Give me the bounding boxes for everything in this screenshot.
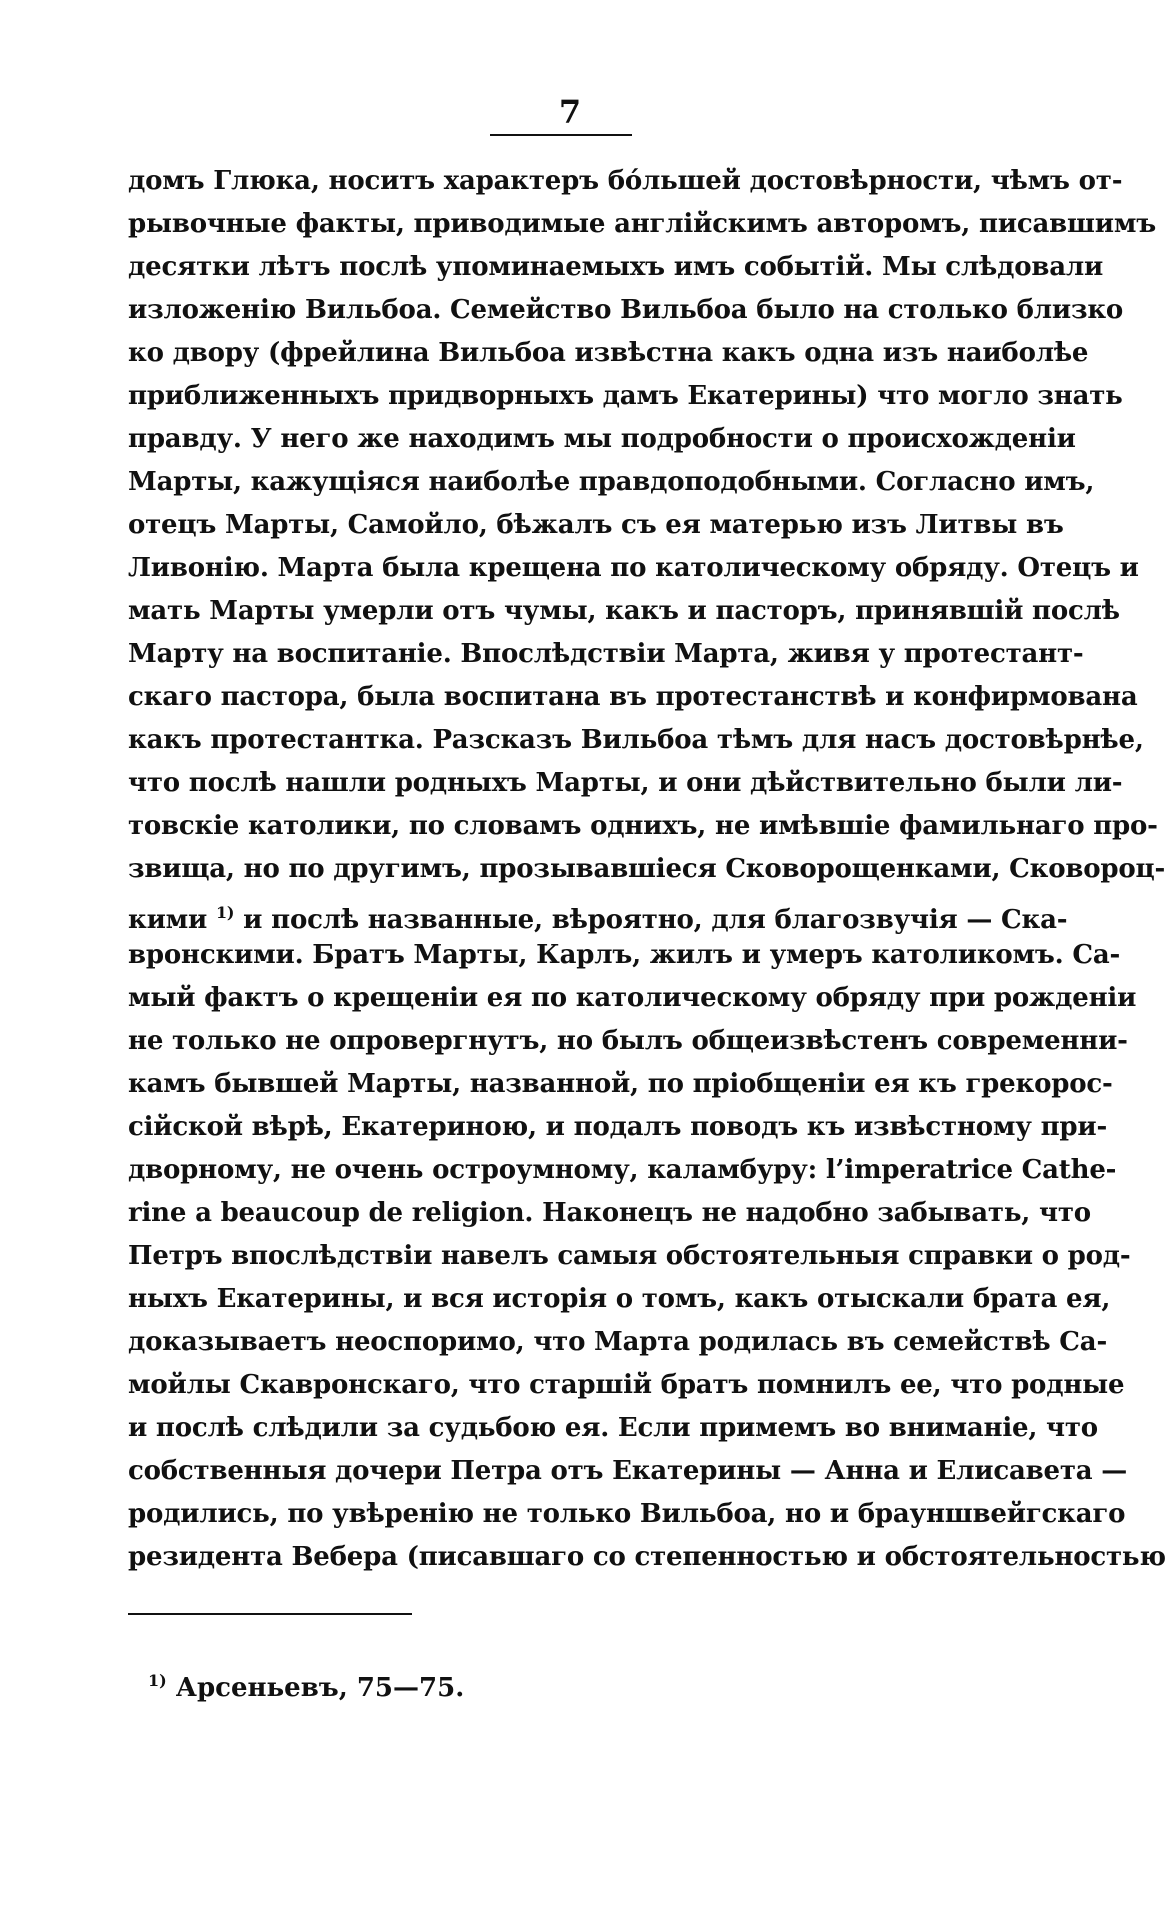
text-line: что послѣ нашли родныхъ Марты, и они дѣйствительно были ли- bbox=[128, 768, 1123, 798]
text-line: товскіе католики, по словамъ однихъ, не имѣвшіе фамильнаго про- bbox=[128, 811, 1158, 841]
text-line: десятки лѣтъ послѣ упоминаемыхъ имъ событій. Мы слѣдовали bbox=[128, 252, 1104, 282]
text-line: Марты, кажущіяся наиболѣе правдоподобными. Согласно имъ, bbox=[128, 467, 1095, 497]
text-fragment: кими bbox=[128, 905, 208, 935]
text-line: доказываетъ неоспоримо, что Марта родилась въ семействѣ Са- bbox=[128, 1327, 1108, 1357]
text-line: Марту на воспитаніе. Впослѣдствіи Марта, живя у протестант- bbox=[128, 639, 1084, 669]
text-line: мый фактъ о крещеніи ея по католическому обряду при рожденіи bbox=[128, 983, 1137, 1013]
text-line: приближенныхъ придворныхъ дамъ Екатерины) что могло знать bbox=[128, 381, 1123, 411]
text-line: Петръ впослѣдствіи навелъ самыя обстоятельныя справки о род- bbox=[128, 1241, 1131, 1271]
text-line: домъ Глюка, носитъ характеръ бóльшей достовѣрности, чѣмъ от- bbox=[128, 166, 1123, 196]
footnote-reference: 1) bbox=[216, 903, 235, 922]
text-line: звища, но по другимъ, прозывавшіеся Сковорощенками, Сковороц- bbox=[128, 854, 1166, 884]
text-line-with-footnote-ref bbox=[128, 891, 1068, 935]
text-line: ко двору (фрейлина Вильбоа извѣстна какъ одна изъ наиболѣе bbox=[128, 338, 1089, 368]
text-line: рывочные факты, приводимые англійскимъ авторомъ, писавшимъ bbox=[128, 209, 1156, 239]
text-line: не только не опровергнутъ, но былъ общеизвѣстенъ современни- bbox=[128, 1026, 1128, 1056]
text-line: rine a beaucoup de religion. Наконецъ не надобно забывать, что bbox=[128, 1198, 1091, 1228]
footnote-rule bbox=[128, 1613, 412, 1615]
text-line: родились, по увѣренію не только Вильбоа, но и брауншвейгскаго bbox=[128, 1499, 1126, 1529]
text-line: мойлы Скавронскаго, что старшій братъ помнилъ ее, что родные bbox=[128, 1370, 1125, 1400]
footnote bbox=[148, 1663, 464, 1706]
text-line: какъ протестантка. Разсказъ Вильбоа тѣмъ для насъ достовѣрнѣе, bbox=[128, 725, 1144, 755]
text-fragment: и послѣ названные, вѣроятно, для благозвучія — Ска- bbox=[243, 905, 1068, 935]
text-line: дворному, не очень остроумному, каламбуру: l’imperatrice Cathe- bbox=[128, 1155, 1117, 1185]
text-line: мать Марты умерли отъ чумы, какъ и пасторъ, принявшій послѣ bbox=[128, 596, 1120, 626]
text-line: и послѣ слѣдили за судьбою ея. Если примемъ во вниманіе, что bbox=[128, 1413, 1098, 1443]
footnote-text: Арсеньевъ, 75—75. bbox=[175, 1673, 465, 1703]
page-number: 7 bbox=[558, 93, 582, 131]
header-rule bbox=[490, 134, 632, 136]
text-line: резидента Вебера (писавшаго со степенностью и обстоятельностью bbox=[128, 1542, 1166, 1572]
body-text bbox=[128, 160, 1166, 1579]
text-line: собственныя дочери Петра отъ Екатерины — Анна и Елисавета — bbox=[128, 1456, 1128, 1486]
text-line: камъ бывшей Марты, названной, по пріобщеніи ея къ грекорос- bbox=[128, 1069, 1113, 1099]
text-line: правду. У него же находимъ мы подробности о происхожденіи bbox=[128, 424, 1076, 454]
text-line: изложенію Вильбоа. Семейство Вильбоа было на столько близко bbox=[128, 295, 1124, 325]
text-line: отецъ Марты, Самойло, бѣжалъ съ ея матерью изъ Литвы въ bbox=[128, 510, 1064, 540]
text-line: сійской вѣрѣ, Екатериною, и подалъ поводъ къ извѣстному при- bbox=[128, 1112, 1108, 1142]
text-line: ныхъ Екатерины, и вся исторія о томъ, какъ отыскали брата ея, bbox=[128, 1284, 1111, 1314]
text-line: вронскими. Братъ Марты, Карлъ, жилъ и умеръ католикомъ. Са- bbox=[128, 940, 1121, 970]
footnote-marker: 1) bbox=[148, 1671, 167, 1690]
text-line: Ливонію. Марта была крещена по католическому обряду. Отецъ и bbox=[128, 553, 1139, 583]
text-line: скаго пастора, была воспитана въ протестанствѣ и конфирмована bbox=[128, 682, 1138, 712]
